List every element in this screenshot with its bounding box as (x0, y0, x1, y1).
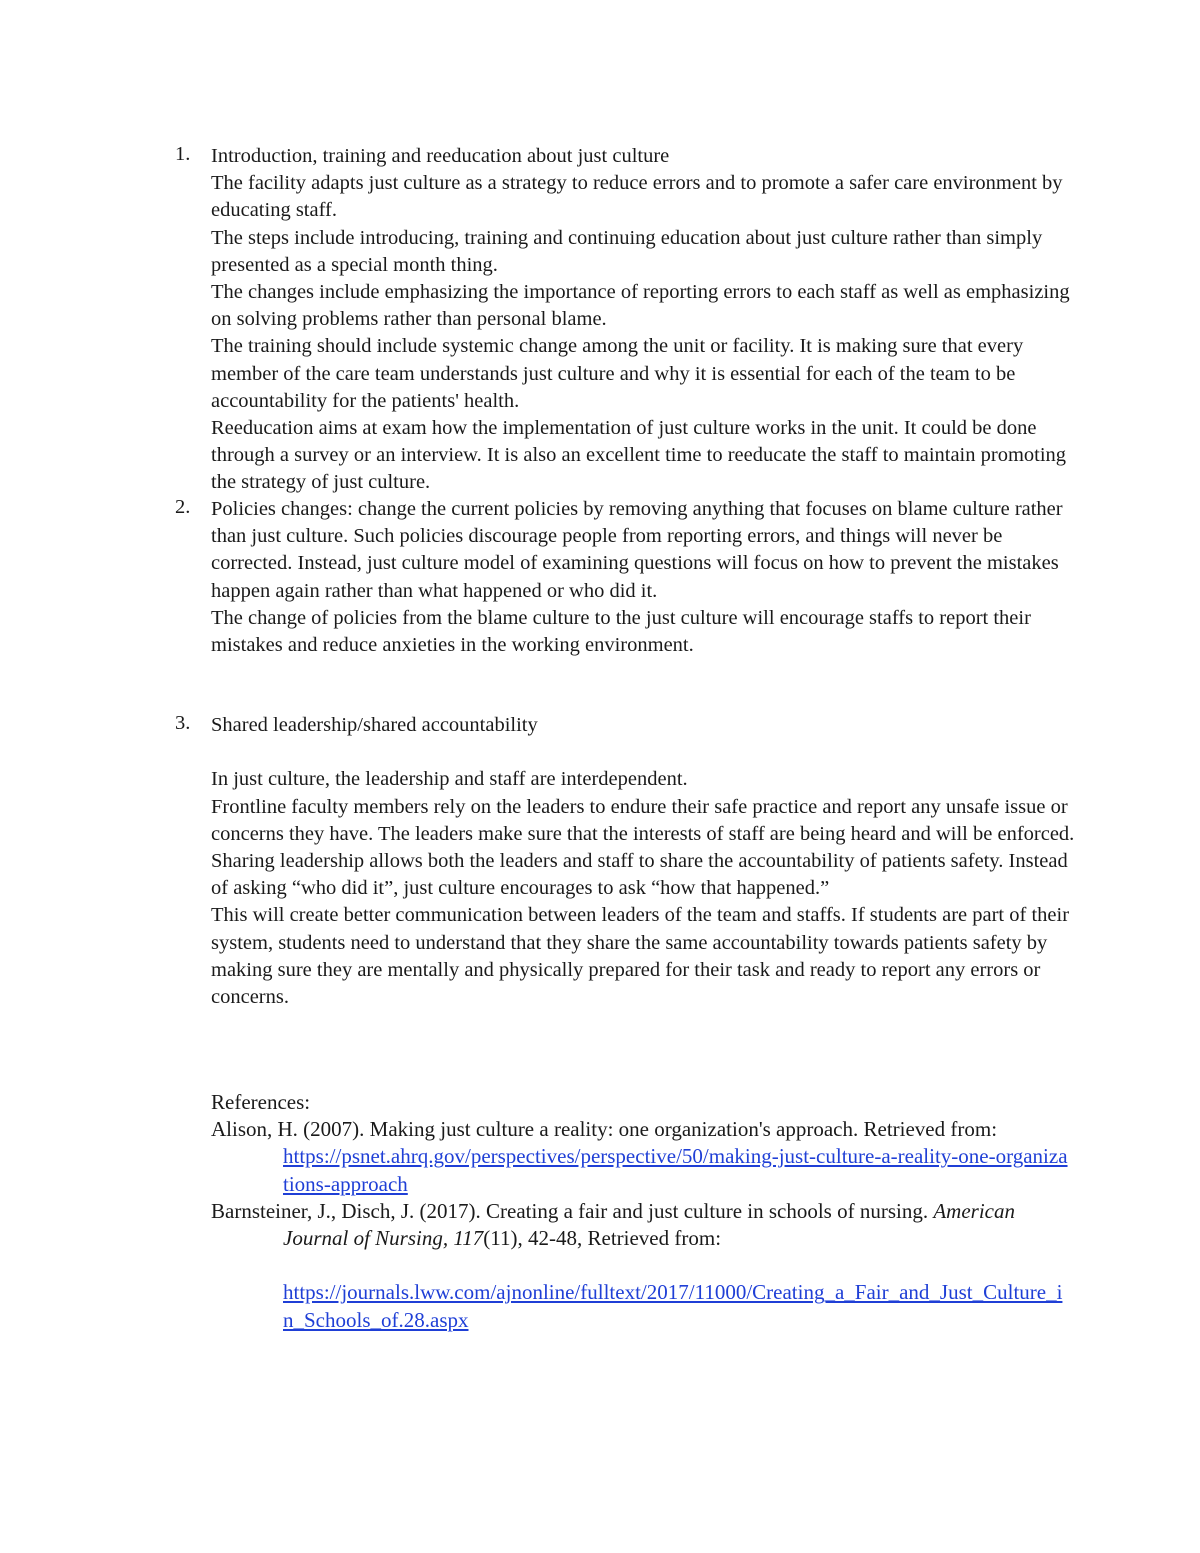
paragraph: The change of policies from the blame culture to the just culture will encourage staffs to report their mistakes and reduce anxieties in the working environment. (211, 606, 1031, 657)
reference-entry (211, 1198, 1071, 1334)
journal-title: American Journal of Nursing, 117 (283, 1198, 1016, 1251)
reference-link[interactable]: https://psnet.ahrq.gov/perspectives/perspective/50/making-just-culture-a-reality-one-organizations-approach (283, 1144, 1068, 1196)
references-section (211, 1089, 1071, 1334)
reference-text: Barnsteiner, J., Disch, J. (2017). Creating a fair and just culture in schools of nursing. (211, 1198, 929, 1223)
list-item-body (211, 496, 1075, 659)
paragraph: The training should include systemic change among the unit or facility. It is making sure that every member of the care team understands just culture and why it is essential for each of the team to be accountability for the patients' health. (211, 335, 1024, 412)
list-number: 1. (175, 143, 191, 165)
paragraph: Reeducation aims at exam how the implementation of just culture works in the unit. It could be done through a survey or an interview. It is also an excellent time to reeducate the staff to maintain promoting the strategy of just culture. (211, 417, 1067, 494)
reference-entry (211, 1116, 1071, 1198)
paragraph: The steps include introducing, training and continuing education about just culture rather than simply presented as a special month thing. (211, 226, 1043, 276)
paragraph: Frontline faculty members rely on the leaders to endure their safe practice and report any unsafe issue or concerns they have. The leaders make sure that the interests of staff are being heard and will be enforced. Sharing leadership allows both the leaders and staff to share the accountability of patients safety. Instead of asking “who did it”, just culture encourages to ask “how that happened.” (211, 795, 1075, 900)
reference-text: Alison, H. (2007). Making just culture a reality: one organization's approach. Retrieved from: (211, 1117, 998, 1142)
list-number: 3. (175, 712, 191, 734)
item-heading: Introduction, training and reeducation about just culture (211, 145, 670, 167)
paragraph: In just culture, the leadership and staff are interdependent. (211, 768, 688, 791)
reference-link[interactable]: https://journals.lww.com/ajnonline/fulltext/2017/11000/Creating_a_Fair_and_Just_Culture_in_Schools_of.28.aspx (283, 1280, 1063, 1332)
blank-line (211, 739, 1075, 766)
reference-text: (11), 42-48, Retrieved from: (483, 1226, 722, 1251)
item-heading: Shared leadership/shared accountability (211, 714, 538, 736)
paragraph: This will create better communication between leaders of the team and staffs. If students are part of their system, students need to understand that they share the same accountability towards patients safety by making sure they are mentally and physically prepared for their task and ready to report any errors or concerns. (211, 904, 1070, 1009)
references-heading: References: (211, 1090, 311, 1114)
paragraph: Policies changes: change the current policies by removing anything that focuses on blame culture rather than just culture. Such policies discourage people from reporting errors, and things will never be corrected. Instead, just culture model of examining questions will focus on how to prevent the mistakes happen again rather than what happened or who did it. (211, 498, 1063, 602)
paragraph: The facility adapts just culture as a strategy to reduce errors and to promote a safer care environment by educating staff. (211, 172, 1063, 222)
paragraph: The changes include emphasizing the importance of reporting errors to each staff as well as emphasizing on solving problems rather than personal blame. (211, 281, 1070, 331)
list-number: 2. (175, 496, 191, 518)
list-item-body (211, 143, 1075, 497)
list-item-body (211, 712, 1075, 1011)
